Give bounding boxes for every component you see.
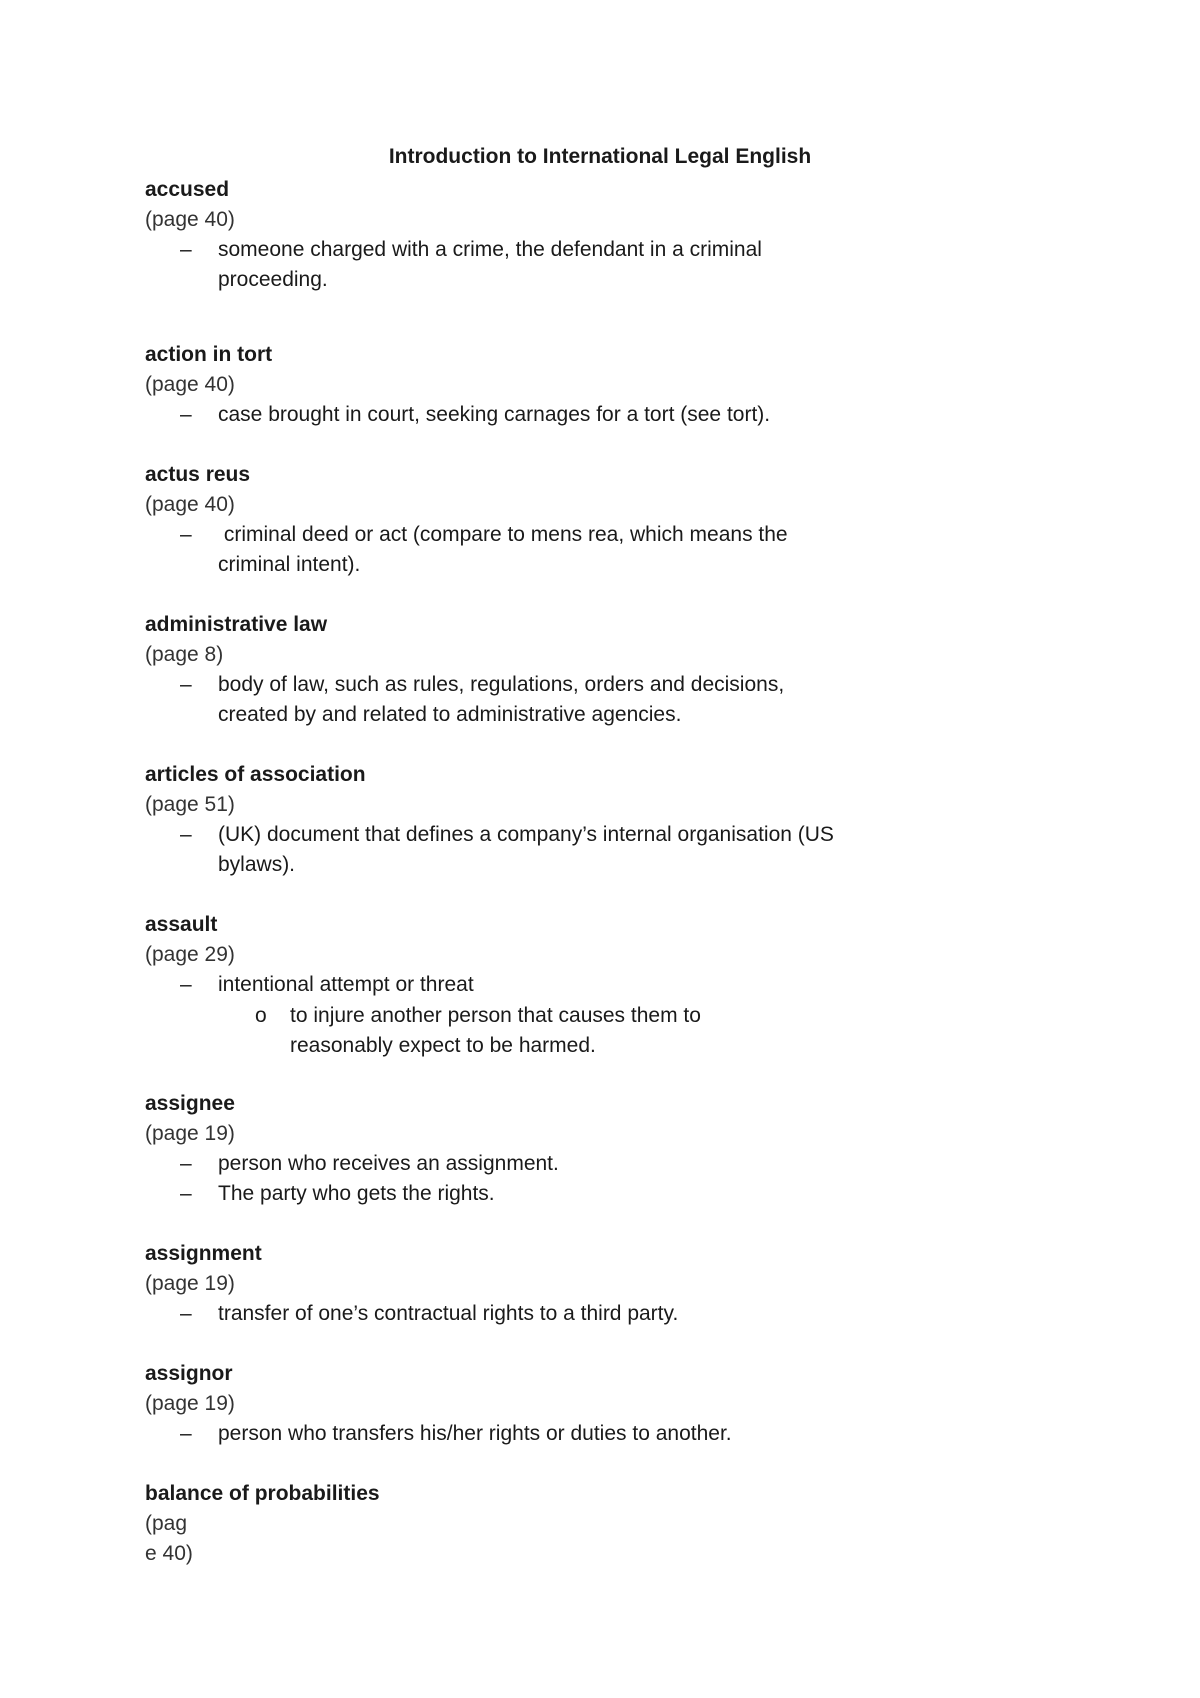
page-ref: (page 8) bbox=[145, 643, 224, 666]
page-ref: (page 40) bbox=[145, 208, 235, 231]
dash-bullet: – bbox=[180, 1152, 192, 1175]
definition: The party who gets the rights. bbox=[218, 1182, 495, 1205]
term-action-in-tort: action in tort bbox=[145, 343, 273, 366]
definition: case brought in court, seeking carnages for a tort (see tort). bbox=[218, 403, 771, 426]
term-assault: assault bbox=[145, 913, 218, 936]
page-ref: (page 40) bbox=[145, 493, 235, 516]
term-actus-reus: actus reus bbox=[145, 463, 251, 486]
page-ref: (pag bbox=[145, 1512, 188, 1535]
definition: someone charged with a crime, the defendant in a criminal proceeding. bbox=[218, 238, 762, 291]
definition: (UK) document that defines a company’s internal organisation (US bylaws). bbox=[218, 823, 834, 876]
page-ref: e 40) bbox=[145, 1542, 193, 1565]
definition: person who receives an assignment. bbox=[218, 1152, 559, 1175]
dash-bullet: – bbox=[180, 523, 192, 546]
page-ref: (page 19) bbox=[145, 1272, 235, 1295]
page-ref: (page 40) bbox=[145, 373, 235, 396]
term-assignor: assignor bbox=[145, 1362, 233, 1385]
page-ref: (page 29) bbox=[145, 943, 235, 966]
dash-bullet: – bbox=[180, 673, 192, 696]
document-title: Introduction to International Legal English bbox=[388, 145, 812, 168]
term-assignment: assignment bbox=[145, 1242, 262, 1265]
term-accused: accused bbox=[145, 178, 230, 201]
definition: intentional attempt or threat bbox=[218, 973, 474, 996]
definition: body of law, such as rules, regulations, orders and decisions, created by and related to administrative agencies. bbox=[218, 673, 785, 726]
sub-definition: to injure another person that causes them to reasonably expect to be harmed. bbox=[290, 1004, 701, 1057]
dash-bullet: – bbox=[180, 1422, 192, 1445]
definition: criminal deed or act (compare to mens rea, which means the criminal intent). bbox=[218, 523, 794, 576]
dash-bullet: – bbox=[180, 823, 192, 846]
dash-bullet: – bbox=[180, 1302, 192, 1325]
circle-bullet: o bbox=[255, 1004, 267, 1027]
definition: transfer of one’s contractual rights to a third party. bbox=[218, 1302, 679, 1325]
term-articles-of-association: articles of association bbox=[145, 763, 366, 786]
term-balance-of-probabilities: balance of probabilities bbox=[145, 1482, 380, 1505]
dash-bullet: – bbox=[180, 973, 192, 996]
page-ref: (page 19) bbox=[145, 1392, 235, 1415]
definition: person who transfers his/her rights or duties to another. bbox=[218, 1422, 732, 1445]
dash-bullet: – bbox=[180, 1182, 192, 1205]
dash-bullet: – bbox=[180, 238, 192, 261]
term-assignee: assignee bbox=[145, 1092, 235, 1115]
page-ref: (page 19) bbox=[145, 1122, 235, 1145]
dash-bullet: – bbox=[180, 403, 192, 426]
page-ref: (page 51) bbox=[145, 793, 235, 816]
term-administrative-law: administrative law bbox=[145, 613, 328, 636]
